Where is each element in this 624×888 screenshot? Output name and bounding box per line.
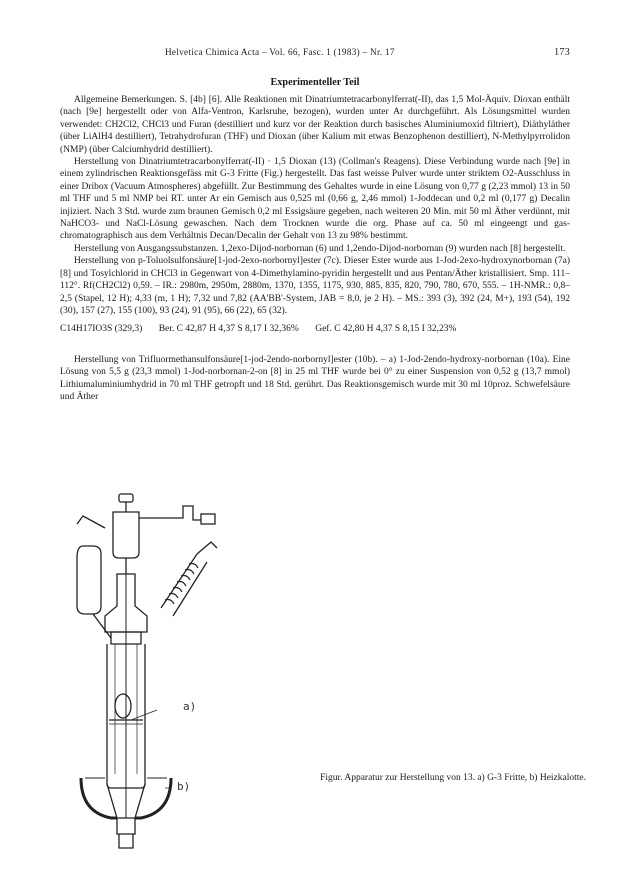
label-b: b) bbox=[177, 780, 191, 793]
paragraph-collman-reagent: Herstellung von Dinatriumtetracarbonylferrat(-II) · 1,5 Dioxan (13) (Collman's Reagens). Diese Verbindung wurde nach [9e] in einem zylindrischen Reaktionsgefäss mit G-3 Fritte (Fig.) hergestellt. Das fast weisse Pulver wurde unter striktem O2-Ausschluss in einer Dribox (Vacuum Atmospheres) abgefüllt. Zur Bestimmung des Gehaltes wurde in eine Lösung von 0,77 g (2,23 mmol) 13 in 50 ml THF und 5 ml NMP bei RT. unter Ar ein Gemisch aus 0,525 ml (0,66 g, 2,46 mmol) 1-Joddecan und 0,2 ml (0,177 g) Decalin injiziert. Nach 3 Std. wurde zum braunen Gemisch 0,2 ml Essigsäure gegeben, nach weiteren 20 Min. mit 50 ml Äther verdünnt, mit NaHCO3- und NaCl-Lösung gewaschen. Nach dem Trocknen wurde die org. Phase auf ca. 50 ml eingeengt und gas-chromatographisch aus dem Verhältnis Decan/Decalin der Gehalt von 13 zu 98% bestimmt. bbox=[60, 157, 570, 242]
article-body bbox=[60, 94, 570, 403]
elemental-analysis bbox=[60, 323, 570, 335]
calculated-values: Ber. C 42,87 H 4,37 S 8,17 I 32,36% bbox=[158, 324, 299, 335]
reservoir bbox=[113, 512, 139, 558]
top-stopcock bbox=[119, 494, 133, 502]
stir-element bbox=[115, 694, 131, 718]
paragraph-starting-materials: Herstellung von Ausgangssubstanzen. 1,2exo-Dijod-norbornan (6) und 1,2endo-Dijod-norbornan (9) wurden nach [8] hergestellt. bbox=[74, 243, 566, 254]
paragraph-general-remarks: Allgemeine Bemerkungen. S. [4b] [6]. Alle Reaktionen mit Dinatriumtetracarbonylferrat(-II), das 1,5 Mol-Äquiv. Dioxan enthält (nach [9e] hergestellt oder von Alfa-Ventron, Karlsruhe, bezogen), wurden unter Ar durchgeführt. Als Lösungsmittel wurden verwendet: CH2Cl2, CHCl3 und Furan (destilliert und kurz vor der Reaktion durch basisches Aluminiumoxid filtriert), Diäthyläther (über LiAlH4 destilliert), Tetrahydrofuran (THF) und Dioxan (über Kalium mit etwas Benzophenon destilliert), N-Methylpyrrolidon (NMP) (über Calciumhydrid destilliert). bbox=[60, 95, 570, 155]
journal-header: Helvetica Chimica Acta – Vol. 66, Fasc. 1 (1983) – Nr. 17 bbox=[165, 47, 395, 57]
paragraph-triflate: Herstellung von Trifluormethansulfonsäure[1-jod-2endo-norbornyl]ester (10b). – a) 1-Jod-2endo-hydroxy-norbornan (10a). Eine Lösung von 5,5 g (23,3 mmol) 1-Jod-norbornan-2-on [8] in 25 ml THF wurde bei 0° zu einer Suspension von 0,52 g (13,7 mmol) Lithiumaluminiumhydrid in 70 ml THF getropft und 18 Std. gerührt. Das Reaktionsgemisch wurde mit 30 ml 10proz. Schwefelsäure und Äther bbox=[60, 354, 570, 402]
running-head bbox=[60, 47, 570, 61]
figure-caption: Figur. Apparatur zur Herstellung von 13. a) G-3 Fritte, b) Heizkalotte. bbox=[320, 773, 586, 783]
right-tap bbox=[139, 506, 201, 520]
left-bulb bbox=[77, 546, 101, 614]
label-a: a) bbox=[183, 700, 197, 713]
bottom-stopcock bbox=[119, 834, 133, 848]
molecular-formula: C14H17IO3S (329,3) bbox=[60, 324, 143, 335]
section-title: Experimenteller Teil bbox=[270, 77, 360, 88]
left-side-tube bbox=[77, 516, 105, 528]
found-values: Gef. C 42,80 H 4,37 S 8,15 I 32,23% bbox=[315, 324, 457, 335]
page-number: 173 bbox=[554, 47, 570, 58]
apparatus-drawing bbox=[65, 488, 255, 860]
apparatus-figure bbox=[65, 488, 255, 860]
right-stopcock bbox=[201, 514, 215, 524]
paragraph-tosylate: Herstellung von p-Toluolsulfonsäure[1-jod-2exo-norbornyl]ester (7c). Dieser Ester wurde aus 1-Jod-2exo-hydroxynorbornan (7a) [8] und Tosylchlorid in CHCl3 in Gegenwart von 4-Dimethylamino-pyridin hergestellt und aus Pentan/Äther kristallisiert. Smp. 111–112°. Rf(CH2Cl2) 0,59. – IR.: 2980m, 2950m, 2880m, 1370, 1355, 1175, 930, 885, 835, 820, 790, 780, 670, 555. – 1H-NMR.: 0,8–2,5 (Stapel, 12 H); 4,33 (m, 1 H); 7,32 und 7,82 (AA'BB'-System, JAB = 8,0, je 2 H). – MS.: 393 (3), 392 (24, M+), 193 (54), 192 (30), 157 (27), 155 (100), 93 (24), 91 (95), 66 (22), 65 (32). bbox=[60, 256, 570, 316]
